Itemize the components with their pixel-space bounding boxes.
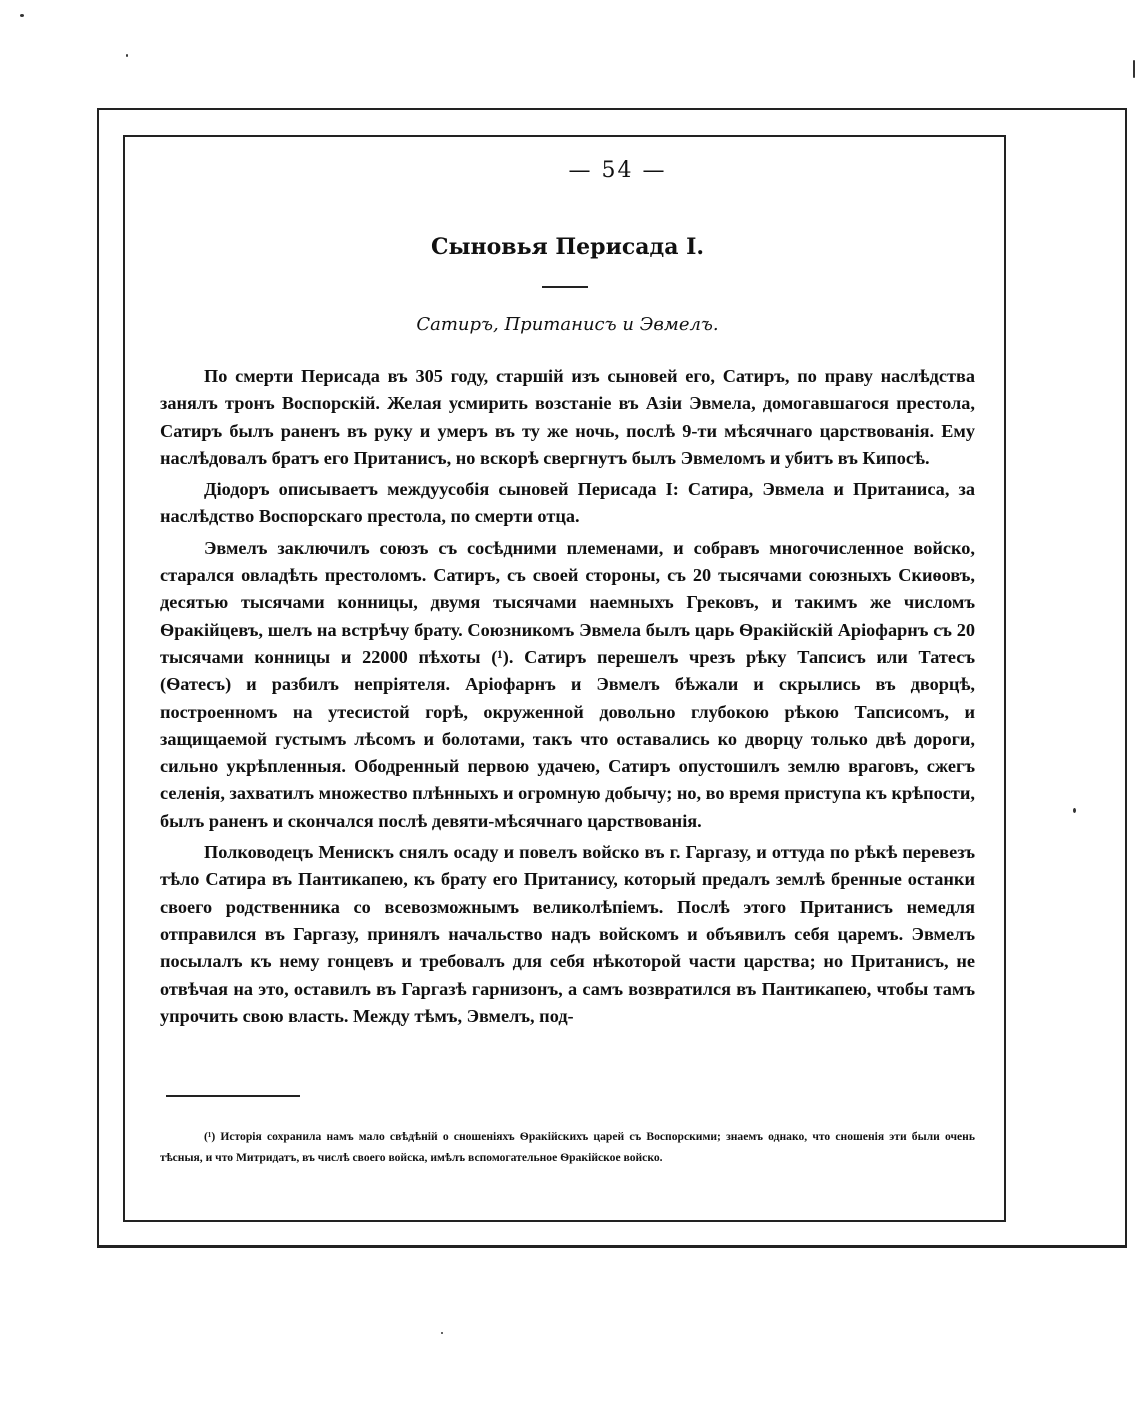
scan-speck <box>126 54 128 57</box>
title-divider <box>542 286 588 288</box>
body-text <box>160 363 975 1034</box>
footnote: (¹) Исторія сохранила намъ мало свѣдѣній о сношеніяхъ Ѳракійскихъ царей съ Воспорскими; знаемъ однако, что сношенія эти были очень тѣсныя, и что Митридатъ, въ числѣ своего войска, имѣлъ вспомогательное Ѳракійское войско. <box>160 1130 975 1164</box>
paragraph: По смерти Перисада въ 305 году, старшій изъ сыновей его, Сатиръ, по праву наслѣдства занялъ тронъ Воспорскій. Желая усмирить возстаніе въ Азіи Эвмела, домогавшагося престола, Сатиръ былъ раненъ въ руку и умеръ въ ту же ночь, послѣ 9-ти мѣсячнаго царствованія. Ему наслѣдовалъ братъ его Пританисъ, но вскорѣ свергнутъ былъ Эвмеломъ и убитъ въ Кипосѣ. <box>160 366 975 468</box>
scan-speck <box>1133 60 1135 78</box>
chapter-subtitle: Сатиръ, Пританисъ и Эвмелъ. <box>416 314 719 335</box>
chapter-title: Сыновья Перисада I. <box>430 234 705 260</box>
page-number: — 54 — <box>568 158 667 183</box>
paragraph: Полководецъ Менискъ снялъ осаду и повелъ войско въ г. Гаргазу, и оттуда по рѣкѣ перевезъ тѣло Сатира въ Пантикапею, къ брату его Пританису, который предалъ землѣ бренные останки своего родственника со всевозможнымъ великолѣпіемъ. Послѣ этого Пританисъ немедля отправился въ Гаргазу, принялъ начальство надъ войскомъ и объявилъ себя царемъ. Эвмелъ посылалъ къ нему гонцевъ и требовалъ для себя нѣкоторой части царства; но Пританисъ, не отвѣчая на это, оставилъ въ Гаргазѣ гарнизонъ, а самъ возвратился въ Пантикапею, чтобы тамъ упрочить свою власть. Между тѣмъ, Эвмелъ, под- <box>160 842 975 1026</box>
scan-speck <box>441 1332 443 1334</box>
paragraph: Эвмелъ заключилъ союзъ съ сосѣдними племенами, и собравъ многочисленное войско, старался овладѣть престоломъ. Сатиръ, съ своей стороны, съ 20 тысячами союзныхъ Скиѳовъ, десятью тысячами конницы, двумя тысячами наемныхъ Грековъ, и такимъ же числомъ Ѳракійцевъ, шелъ на встрѣчу брату. Союзникомъ Эвмела былъ царь Ѳракійскій Аріофарнъ съ 20 тысячами конницы и 22000 пѣхоты (¹). Сатиръ перешелъ чрезъ рѣку Тапсисъ или Татесъ (Ѳатесъ) и разбилъ непріятеля. Аріофарнъ и Эвмелъ бѣжали и скрылись въ дворцѣ, построенномъ на утесистой горѣ, окруженной довольно глубокою рѣкою Тапсисомъ, и защищаемой густымъ лѣсомъ и болотами, такъ что оставались ко дворцу только двѣ дороги, сильно укрѣпленныя. Ободренный первою удачею, Сатиръ опустошилъ землю враговъ, сжегъ селенія, захватилъ множество плѣнныхъ и огромную добычу; но, во время приступа къ крѣпости, былъ раненъ и скончался послѣ девяти-мѣсячнаго царствованія. <box>160 537 975 831</box>
paragraph: Діодоръ описываетъ междуусобія сыновей Перисада I: Сатира, Эвмела и Пританиса, за наслѣдство Воспорскаго престола, по смерти отца. <box>160 479 975 527</box>
scan-speck <box>1073 808 1076 813</box>
footnote-divider <box>166 1095 300 1097</box>
scan-speck <box>20 14 24 17</box>
